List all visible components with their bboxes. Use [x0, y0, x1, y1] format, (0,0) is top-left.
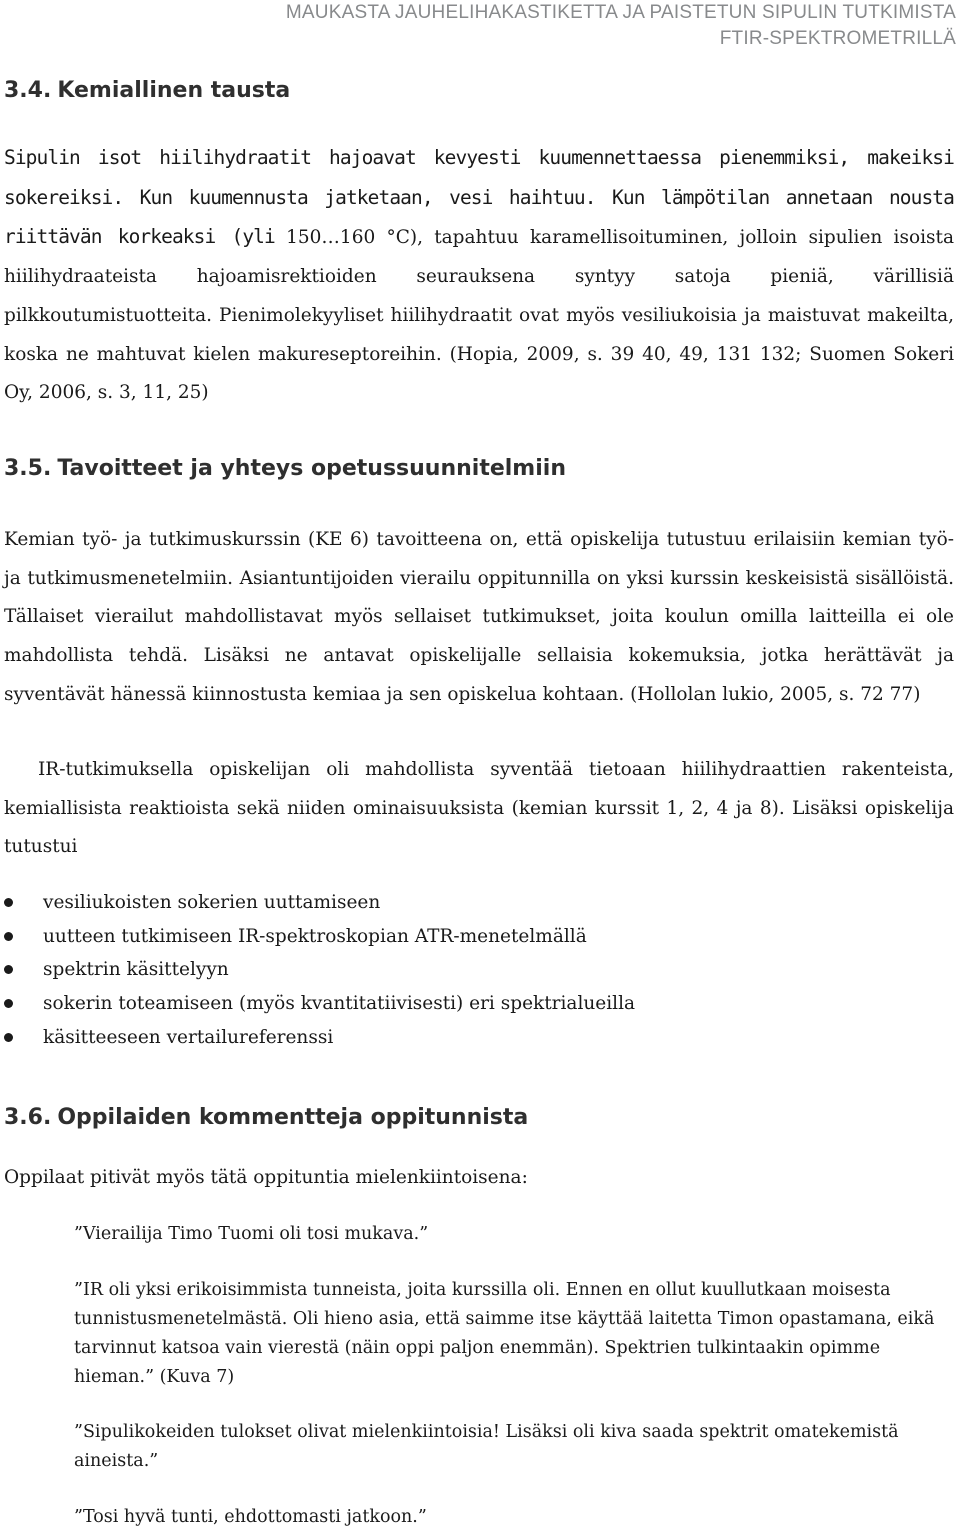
- section-3-6-intro: Oppilaat pitivät myös tätä oppituntia mielenkiintoisena:: [4, 1167, 528, 1188]
- list-item-text: sokerin toteamiseen (myös kvantitatiivisesti) eri spektrialueilla: [43, 993, 636, 1015]
- section-3-5-paragraph-1: Kemian työ- ja tutkimuskurssin (KE 6) tavoitteena on, että opiskelija tutustuu erilaisiin kemian työ- ja tutkimusmenetelmiin. Asiantuntijoiden vierailu oppitunnilla on yksi kurssin keskeisistä sisällöistä. Tällaiset vierailut mahdollistavat myös sellaiset tutkimukset, joita koulun omilla laitteilla ei ole mahdollista tehdä. Lisäksi ne antavat opiskelijalle sellaisia kokemuksia, jotka herättävät ja syventävät hänessä kiinnostusta kemiaa ja sen opiskelua kohtaan. (Hollolan lukio, 2005, s. 72 77): [4, 529, 954, 705]
- section-3-6-title: Oppilaiden kommentteja oppitunnista: [57, 1105, 529, 1130]
- student-quote-4: ”Tosi hyvä tunti, ehdottomasti jatkoon.”: [74, 1507, 427, 1527]
- list-item: [4, 1021, 635, 1055]
- section-3-5-heading: [4, 456, 566, 481]
- student-quote-2: ”IR oli yksi erikoisimmista tunneista, joita kurssilla oli. Ennen en ollut kuullutkaan moisesta tunnistusmenetelmästä. Oli hieno asia, että saimme itse käyttää laitetta Timon opastamana, eikä tarvinnut katsoa vain vierestä (näin oppi paljon enemmän). Spektrien tulkintaakin opimme hieman.” (Kuva 7): [74, 1280, 935, 1387]
- section-3-4-heading: [4, 78, 290, 103]
- running-header-line-1: MAUKASTA JAUHELIHAKASTIKETTA JA PAISTETUN SIPULIN TUTKIMISTA: [285, 2, 956, 23]
- bullet-icon: [4, 999, 13, 1008]
- section-3-6-number: 3.6.: [4, 1105, 52, 1130]
- section-3-5-title: Tavoitteet ja yhteys opetussuunnitelmiin: [57, 456, 566, 481]
- bullet-list: [4, 886, 635, 1054]
- list-item: [4, 886, 635, 920]
- section-3-4-paragraph: [4, 139, 954, 413]
- list-item-text: käsitteeseen vertailureferenssi: [43, 1026, 334, 1048]
- bullet-icon: [4, 932, 13, 941]
- section-3-4-paragraph-part-2: 150…160 °C), tapahtuu karamellisoituminen, jolloin sipulien isoista hiilihydraateista hajoamisrektioiden seurauksena syntyy satoja pieniä, värillisiä pilkkoutumistuotteita. Pienimolekyyliset hiilihydraatit ovat myös vesiliukoisia ja maistuvat makeilta, koska ne mahtuvat kielen makureseptoreihin. (Hopia, 2009, s. 39 40, 49, 131 132; Suomen Sokeri Oy, 2006, s. 3, 11, 25): [4, 227, 954, 404]
- running-header-line-2: FTIR-SPEKTROMETRILLÄ: [719, 28, 956, 49]
- list-item: [4, 987, 635, 1021]
- running-header: [286, 0, 956, 52]
- list-item-text: uutteen tutkimiseen IR-spektroskopian ATR-menetelmällä: [43, 925, 587, 947]
- list-item: [4, 920, 635, 954]
- student-quote-1: ”Vierailija Timo Tuomi oli tosi mukava.”: [74, 1224, 429, 1244]
- list-item: [4, 953, 635, 987]
- section-3-4-number: 3.4.: [4, 78, 52, 103]
- section-3-5-paragraph-2: IR-tutkimuksella opiskelijan oli mahdollista syventää tietoaan hiilihydraattien rakenteista, kemiallisista reaktioista sekä niiden ominaisuuksista (kemian kurssit 1, 2, 4 ja 8). Lisäksi opiskelija tutustui: [4, 759, 954, 858]
- list-item-text: spektrin käsittelyyn: [43, 959, 229, 981]
- section-3-5-number: 3.5.: [4, 456, 52, 481]
- bullet-icon: [4, 1033, 13, 1042]
- bullet-icon: [4, 898, 13, 907]
- list-item-text: vesiliukoisten sokerien uuttamiseen: [43, 892, 381, 913]
- section-3-6-heading: [4, 1105, 528, 1130]
- section-3-4-paragraph-part-1: Sipulin isot hiilihydraatit hajoavat kevyesti kuumennettaessa pienemmiksi, makeiksi sokereiksi. Kun kuumennusta jatketaan, vesi haihtuu. Kun lämpötilan annetaan nousta riittävän korkeaksi (yli: [4, 146, 954, 249]
- bullet-icon: [4, 965, 13, 974]
- section-3-4-title: Kemiallinen tausta: [57, 78, 291, 103]
- student-quote-3: ”Sipulikokeiden tulokset olivat mielenkiintoisia! Lisäksi oli kiva saada spektrit omatekemistä aineista.”: [74, 1422, 899, 1471]
